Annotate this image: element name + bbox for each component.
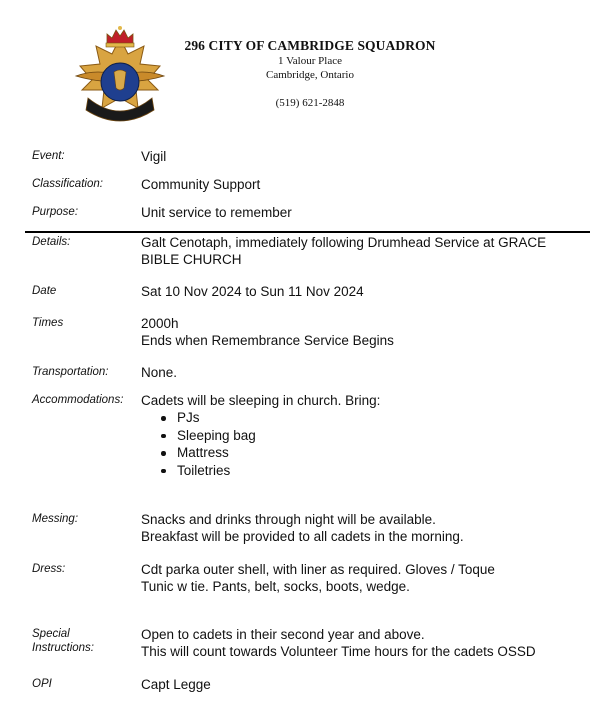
list-item	[141, 462, 600, 480]
field-value	[141, 234, 600, 268]
list-item	[141, 409, 600, 427]
messing-line-2: Breakfast will be provided to all cadets in the morning.	[141, 529, 464, 544]
details-line-2: BIBLE CHURCH	[141, 252, 242, 267]
times-line-1: 2000h	[141, 316, 179, 331]
list-item	[141, 427, 600, 445]
field-value: Sat 10 Nov 2024 to Sun 11 Nov 2024	[141, 284, 364, 299]
field-label: Date	[32, 285, 57, 297]
bullet-icon	[161, 416, 166, 421]
bullet-icon	[161, 451, 166, 456]
list-item-text: PJs	[177, 410, 200, 425]
field-label: Accommodations:	[32, 394, 124, 406]
address-line-1: 1 Valour Place	[278, 55, 342, 67]
field-label: Details:	[32, 236, 71, 248]
label-line-1: Special	[32, 628, 70, 640]
field-label: Classification:	[32, 178, 103, 190]
times-line-2: Ends when Remembrance Service Begins	[141, 333, 394, 348]
list-item	[141, 444, 600, 462]
special-line-2: This will count towards Volunteer Time hours for the cadets OSSD	[141, 644, 536, 659]
address-line-2: Cambridge, Ontario	[266, 69, 354, 81]
messing-line-1: Snacks and drinks through night will be available.	[141, 512, 436, 527]
bring-list	[141, 409, 600, 479]
field-label: OPI	[32, 678, 52, 690]
field-value: Vigil	[141, 149, 167, 164]
field-label: Transportation:	[32, 366, 109, 378]
details-line-1: Galt Cenotaph, immediately following Drumhead Service at GRACE	[141, 235, 547, 250]
bullet-icon	[161, 434, 166, 439]
field-value	[141, 626, 600, 660]
field-value	[141, 561, 600, 595]
list-item-text: Toiletries	[177, 462, 231, 478]
field-label: Dress:	[32, 563, 66, 575]
field-value: Unit service to remember	[141, 205, 292, 220]
bullet-icon	[161, 469, 166, 474]
dress-line-2: Tunic w tie. Pants, belt, socks, boots, wedge.	[141, 579, 410, 594]
field-value: Capt Legge	[141, 677, 211, 692]
field-label: Messing:	[32, 513, 79, 525]
field-label: Event:	[32, 150, 65, 162]
label-line-2: Instructions:	[32, 642, 94, 654]
letterhead	[140, 38, 480, 110]
field-label: Purpose:	[32, 206, 79, 218]
field-value: None.	[141, 365, 178, 380]
special-line-1: Open to cadets in their second year and above.	[141, 627, 425, 642]
field-label: Times	[32, 317, 64, 329]
field-value	[141, 511, 600, 545]
dress-line-1: Cdt parka outer shell, with liner as required. Gloves / Toque	[141, 562, 495, 577]
field-value	[141, 315, 600, 349]
phone-number: (519) 621-2848	[275, 97, 345, 109]
section-divider	[25, 231, 590, 233]
field-value: Community Support	[141, 177, 261, 192]
organization-name: 296 CITY OF CAMBRIDGE SQUADRON	[184, 38, 436, 53]
list-item-text: Mattress	[177, 445, 229, 460]
list-item-text: Sleeping bag	[177, 427, 256, 443]
field-label	[32, 627, 140, 655]
field-value	[141, 392, 600, 479]
accommodations-intro: Cadets will be sleeping in church. Bring:	[141, 393, 381, 408]
